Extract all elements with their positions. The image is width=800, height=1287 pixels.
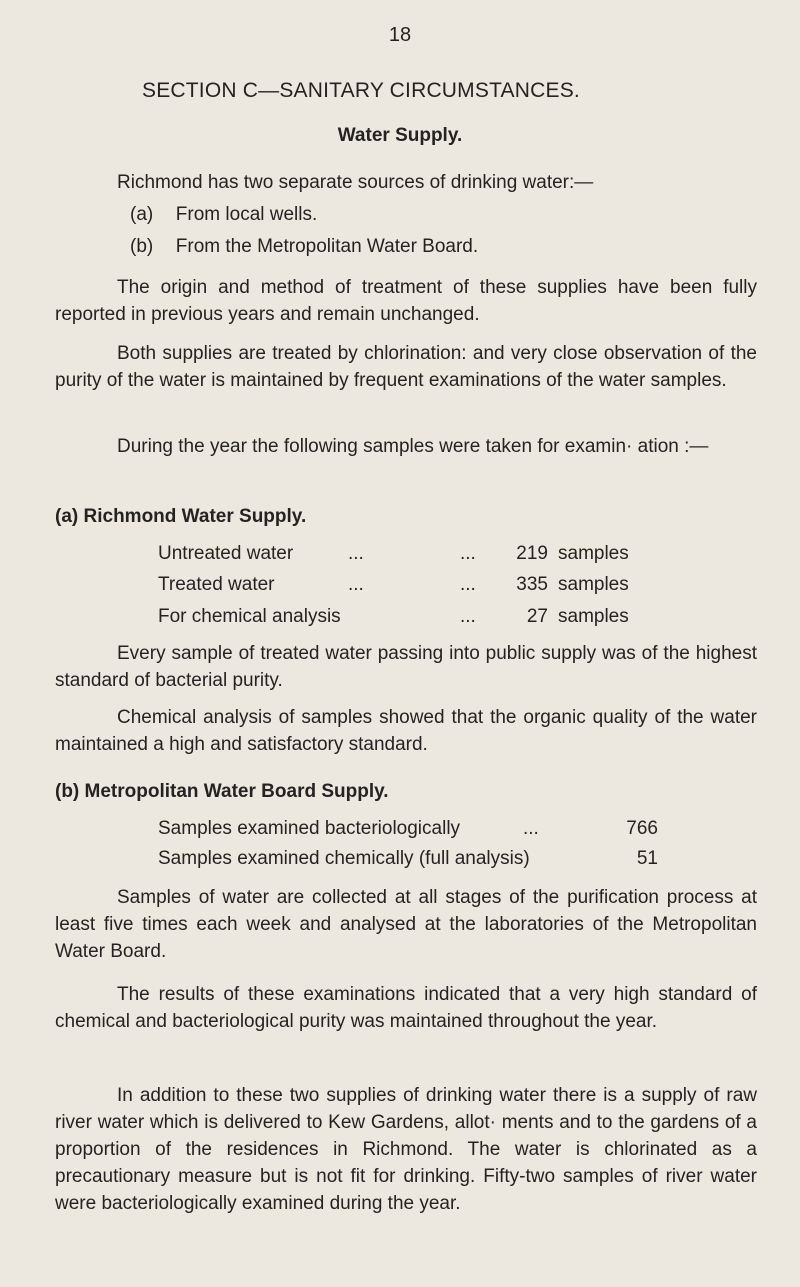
subheading-water-supply: Water Supply.: [337, 125, 463, 146]
paragraph-collection: Samples of water are collected at all stages of the purification process at least five times each week and analysed at the laboratories of the Metropolitan Water Board.: [55, 887, 757, 962]
row-label: Treated water: [158, 574, 275, 595]
row-leader: ...: [460, 606, 476, 627]
table-row: [158, 543, 678, 569]
paragraph-chlorination: Both supplies are treated by chlorination: and very close observation of the purity of the water is maintained by frequent examinations of the water samples.: [55, 343, 757, 391]
source-marker: (a): [130, 204, 154, 225]
row-leader: ...: [460, 543, 476, 564]
row-value: 51: [636, 848, 658, 869]
source-item-b: [130, 236, 478, 258]
row-unit: samples: [558, 574, 629, 595]
table-row: [158, 606, 678, 632]
paragraph-during: During the year the following samples were taken for examin· ation :—: [117, 436, 709, 457]
source-text: From local wells.: [175, 204, 318, 225]
row-label: For chemical analysis: [158, 606, 341, 627]
paragraph-origin: The origin and method of treatment of these supplies have been fully reported in previous years and remain unchanged.: [55, 277, 757, 325]
page-number: 18: [388, 24, 412, 46]
source-item-a: [130, 204, 317, 226]
row-label: Untreated water: [158, 543, 294, 564]
row-unit: samples: [558, 543, 629, 564]
row-value: 219: [516, 543, 548, 564]
row-label: Samples examined chemically (full analysis): [158, 848, 530, 869]
row-value: 27: [526, 606, 548, 627]
paragraph-chemical-analysis: Chemical analysis of samples showed that the organic quality of the water maintained a high and satisfactory standard.: [55, 707, 757, 755]
table-row: [158, 818, 678, 844]
row-leader: ...: [523, 818, 539, 839]
paragraph-treated-purity: Every sample of treated water passing into public supply was of the highest standard of bacterial purity.: [55, 643, 757, 691]
richmond-heading: (a) Richmond Water Supply.: [55, 506, 307, 527]
row-value: 766: [626, 818, 658, 839]
table-row: [158, 574, 678, 600]
section-title: SECTION C—SANITARY CIRCUMSTANCES.: [142, 79, 580, 102]
row-label: Samples examined bacteriologically: [158, 818, 461, 839]
source-marker: (b): [130, 236, 154, 257]
row-leader: ...: [348, 574, 364, 595]
source-text: From the Metropolitan Water Board.: [175, 236, 479, 257]
paragraph-results: The results of these examinations indicated that a very high standard of chemical and bacteriological purity was maintained throughout the year.: [55, 984, 757, 1032]
row-leader: ...: [348, 543, 364, 564]
intro-text: Richmond has two separate sources of drinking water:—: [117, 172, 594, 193]
row-value: 335: [516, 574, 548, 595]
paragraph-river-water: In addition to these two supplies of drinking water there is a supply of raw river water which is delivered to Kew Gardens, allot· ments and to the gardens of a proportion of the residences in Richmond. The water is chlorinated as a precautionary measure but is not fit for drinking. Fifty-two samples of river water were bacteriologically examined during the year.: [55, 1085, 757, 1214]
mwb-heading: (b) Metropolitan Water Board Supply.: [55, 781, 389, 802]
row-unit: samples: [558, 606, 629, 627]
table-row: [158, 848, 678, 874]
row-leader: ...: [460, 574, 476, 595]
